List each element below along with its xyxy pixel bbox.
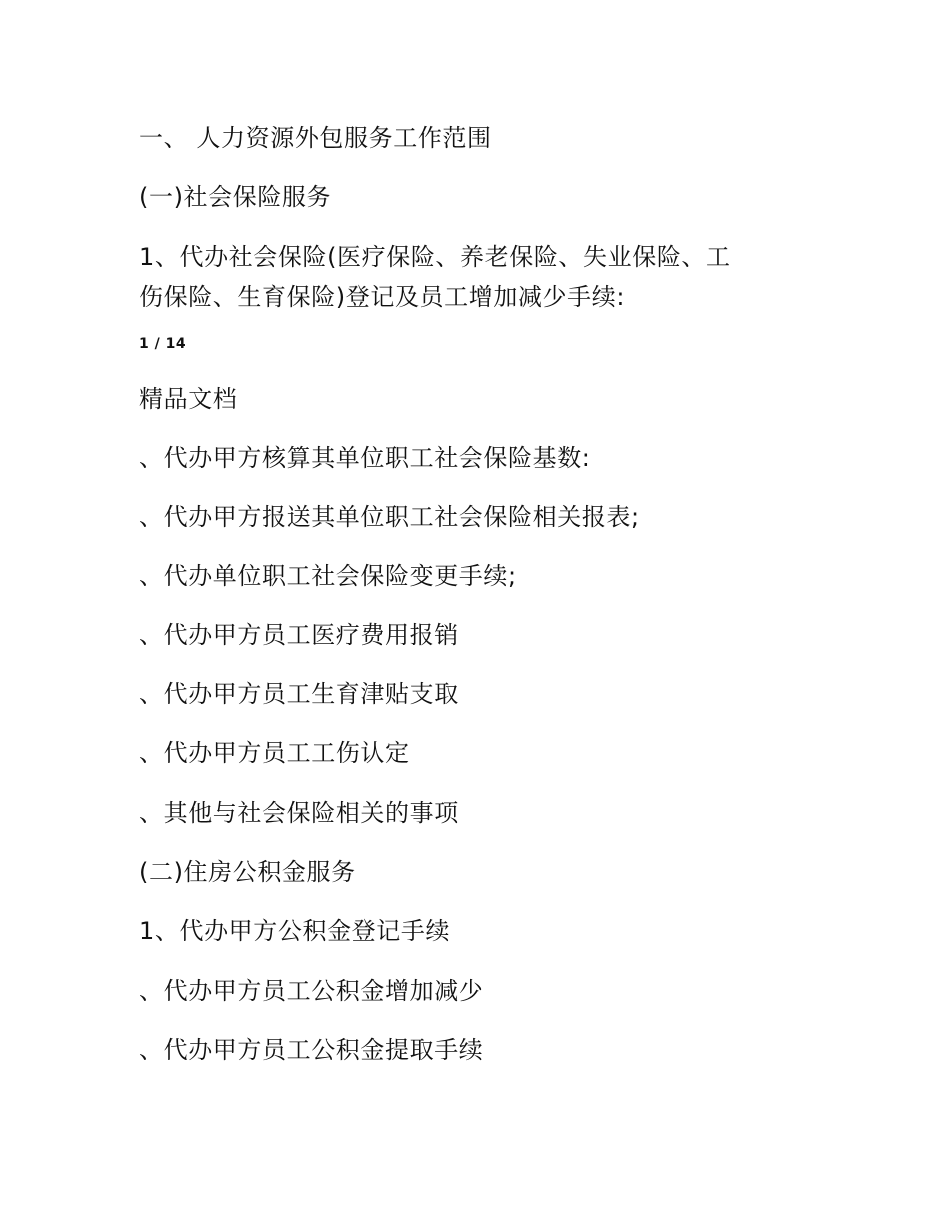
list-item: 、代办甲方员工公积金增加减少 (139, 977, 484, 1005)
page-number: 1 / 14 (139, 336, 187, 352)
list-item: 、代办甲方核算其单位职工社会保险基数: (139, 444, 591, 472)
list-item: 、代办甲方员工工伤认定 (139, 739, 410, 767)
section-heading: 一、 人力资源外包服务工作范围 (139, 124, 492, 152)
list-item: 、其他与社会保险相关的事项 (139, 799, 459, 827)
section-title-social-insurance: (一)社会保险服务 (139, 183, 332, 211)
list-item: 、代办甲方员工生育津贴支取 (139, 680, 459, 708)
list-item: 1、代办社会保险(医疗保险、养老保险、失业保险、工 (139, 243, 731, 271)
list-item: 、代办甲方报送其单位职工社会保险相关报表; (139, 503, 640, 531)
list-item: 1、代办甲方公积金登记手续 (139, 917, 451, 945)
list-item: 、代办甲方员工公积金提取手续 (139, 1036, 484, 1064)
list-item: 、代办甲方员工医疗费用报销 (139, 621, 459, 649)
list-item: 、代办单位职工社会保险变更手续; (139, 562, 517, 590)
section-title-housing-fund: (二)住房公积金服务 (139, 858, 356, 886)
document-label: 精品文档 (139, 385, 238, 413)
list-item-continuation: 伤保险、生育保险)登记及员工增加减少手续: (139, 283, 626, 311)
